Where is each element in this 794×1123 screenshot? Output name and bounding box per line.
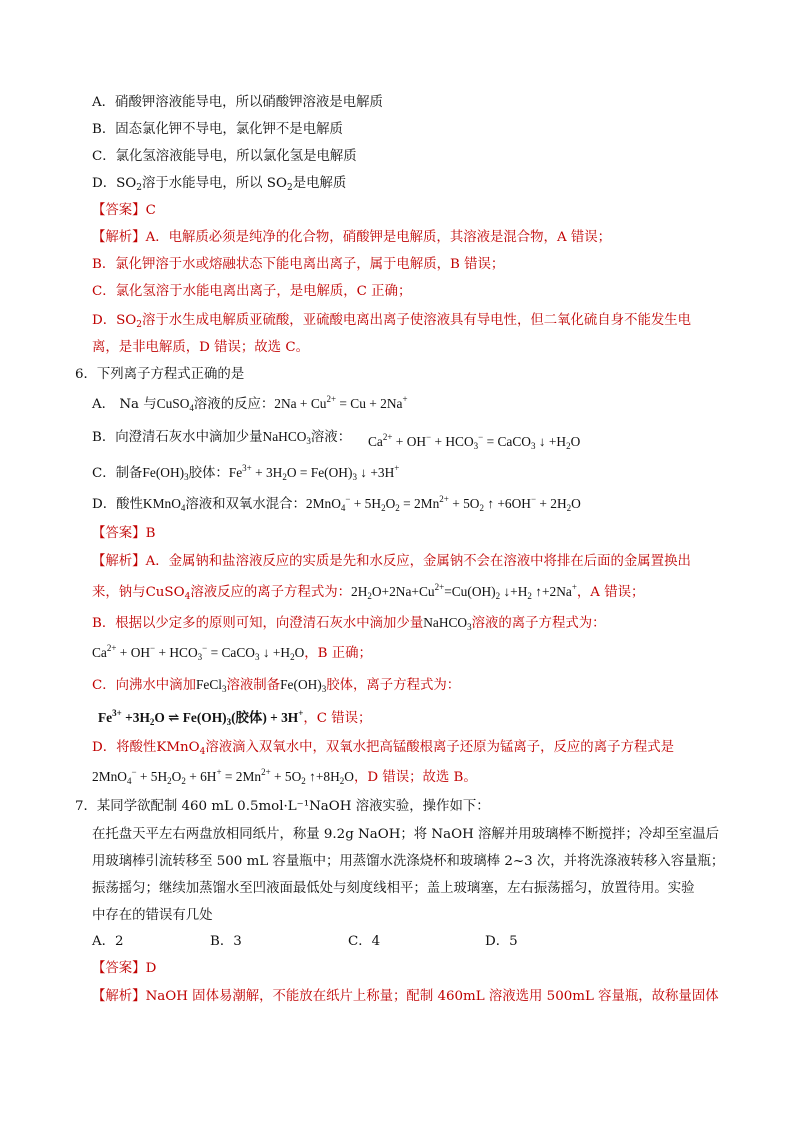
q7-body-line-3: 振荡摇匀；继续加蒸馏水至凹液面最低处与刻度线相平；盖上玻璃塞，左右振荡摇匀，放置待用。实验	[92, 881, 695, 896]
q5-analysis-line-1: 【解析】A．电解质必须是纯净的化合物，硝酸钾是电解质，其溶液是混合物，A 错误；	[92, 230, 612, 245]
q7-analysis-line-1: 【解析】NaOH 固体易潮解，不能放在纸片上称量；配制 460mL 溶液选用 500mL 容量瓶，故称量固体	[92, 989, 719, 1004]
q5-analysis-line-3: C．氯化氢溶于水能电离出离子，是电解质，C 正确；	[92, 284, 412, 299]
q5-option-d-post: 是电解质	[292, 176, 347, 191]
answer-value: D	[145, 961, 157, 976]
q6-option-c: C．制备$Fe(OH)_3$胶体：$Fe^{3+} + 3H_2O = Fe(OH)_3$ ↓ +3H+	[92, 463, 400, 482]
q6-analysis-line-3: B．根据以少定多的原则可知，向澄清石灰水中滴加少量NaHCO$_3$溶液的离子方程式为：	[92, 615, 606, 632]
q6-analysis-line-5: C．向沸水中滴加FeCl$_3$溶液制备$Fe(OH)_3$胶体，离子方程式为：	[92, 677, 461, 694]
q7-body-line-1: 在托盘天平左右两盘放相同纸片，称量 9.2g NaOH；将 NaOH 溶解并用玻璃棒不断搅拌；冷却至室温后	[92, 827, 720, 842]
q6-stem: 6．下列离子方程式正确的是	[75, 367, 245, 382]
q6-analysis-line-1: 【解析】A．金属钠和盐溶液反应的实质是先和水反应，金属钠不会在溶液中将排在后面的金属置换出	[92, 554, 691, 569]
analysis-tag: 【解析】	[92, 230, 146, 245]
q5-analysis-line-2: B．氯化钾溶于水或熔融状态下能电离出离子，属于电解质，B 错误；	[92, 257, 505, 272]
q7-stem: 7．某同学欲配制 460 mL 0.5mol·L⁻¹NaOH 溶液实验，操作如下：	[75, 799, 490, 814]
answer-tag: 【答案】	[92, 203, 146, 218]
answer-tag: 【答案】	[92, 961, 146, 976]
q6-option-a: A． Na 与CuSO$_4$溶液的反应：$2Na + Cu^{2+} = Cu + 2Na^+$	[92, 394, 408, 413]
analysis-tag: 【解析】	[92, 989, 146, 1004]
q5-option-d-mid: 溶于水能导电，所以 SO	[142, 176, 287, 191]
q6-option-b-equation: $Ca^{2+} + OH^- + HCO_3^-$ = CaCO$_3$ ↓ $+H_2O$	[368, 432, 581, 451]
q6-option-b: B．向澄清石灰水中滴加少量NaHCO$_3$溶液：	[92, 429, 352, 446]
q5-option-a: A．硝酸钾溶液能导电，所以硝酸钾溶液是电解质	[92, 95, 383, 110]
q5-option-b: B．固态氯化钾不导电，氯化钾不是电解质	[92, 122, 343, 137]
q6-option-d: D．酸性KMnO$_4$溶液和双氧水混合：$2MnO_4^- + 5H_2O_2 = 2Mn^{2+} + 5O_2$ ↑ $+6OH^- + 2H_2O$	[92, 494, 581, 513]
q7-option-b: B．3	[210, 934, 242, 949]
q6-analysis-line-2: 来，钠与CuSO$_4$溶液反应的离子方程式为：$2H_2O+2Na+Cu^{2+}=Cu(OH)_2$ $↓+H_2$ ↑+2Na+，A 错误；	[92, 582, 645, 602]
q6-answer	[92, 524, 155, 544]
answer-value: C	[145, 203, 156, 218]
q5-option-d: D．$SO_2$溶于水能导电，所以 $SO_2$是电解质	[92, 176, 347, 193]
q5-option-d-pre: D．SO	[92, 176, 137, 191]
q5-analysis-line-4: D．$SO_2$溶于水生成电解质亚硫酸，亚硫酸电离出离子使溶液具有导电性，但二氧化硫自身不能发生电	[92, 313, 692, 330]
q5-answer	[92, 201, 156, 221]
q5-analysis-line-5: 离，是非电解质，D 错误；故选 C。	[92, 340, 309, 355]
q7-option-a: A．2	[92, 934, 124, 949]
q5-option-c: C．氯化氢溶液能导电，所以氯化氢是电解质	[92, 149, 357, 164]
q6-analysis-line-4: $Ca^{2+} + OH^- + HCO_3^-$ = CaCO$_3$ ↓ $+H_2O$，B 正确；	[92, 643, 372, 662]
analysis-tag: 【解析】	[92, 554, 146, 569]
q7-body-line-2: 用玻璃棒引流转移至 500 mL 容量瓶中；用蒸馏水洗涤烧杯和玻璃棒 2~3 次，并将洗涤液转移入容量瓶；	[92, 854, 725, 869]
q7-option-c: C．4	[348, 934, 381, 949]
q6-analysis-line-6: $Fe^{3+} +3H_2O$ ⇌ $Fe(OH)_3$(胶体) + 3H+，C 错误；	[98, 708, 372, 727]
q7-body-line-4: 中存在的错误有几处	[92, 908, 213, 923]
answer-tag: 【答案】	[92, 526, 146, 541]
q7-option-d: D．5	[485, 934, 518, 949]
q7-answer	[92, 959, 156, 979]
q6-analysis-line-7: D．将酸性KMnO$_4$溶液滴入双氧水中，双氧水把高锰酸根离子还原为锰离子，反应的离子方程式是	[92, 740, 675, 757]
q6-analysis-line-8: $2MnO_4^- + 5H_2O_2 + 6H^+ = 2Mn^{2+} + 5O_2$ $↑+8H_2O$，D 错误；故选 B。	[92, 767, 477, 786]
answer-value: B	[145, 526, 156, 541]
